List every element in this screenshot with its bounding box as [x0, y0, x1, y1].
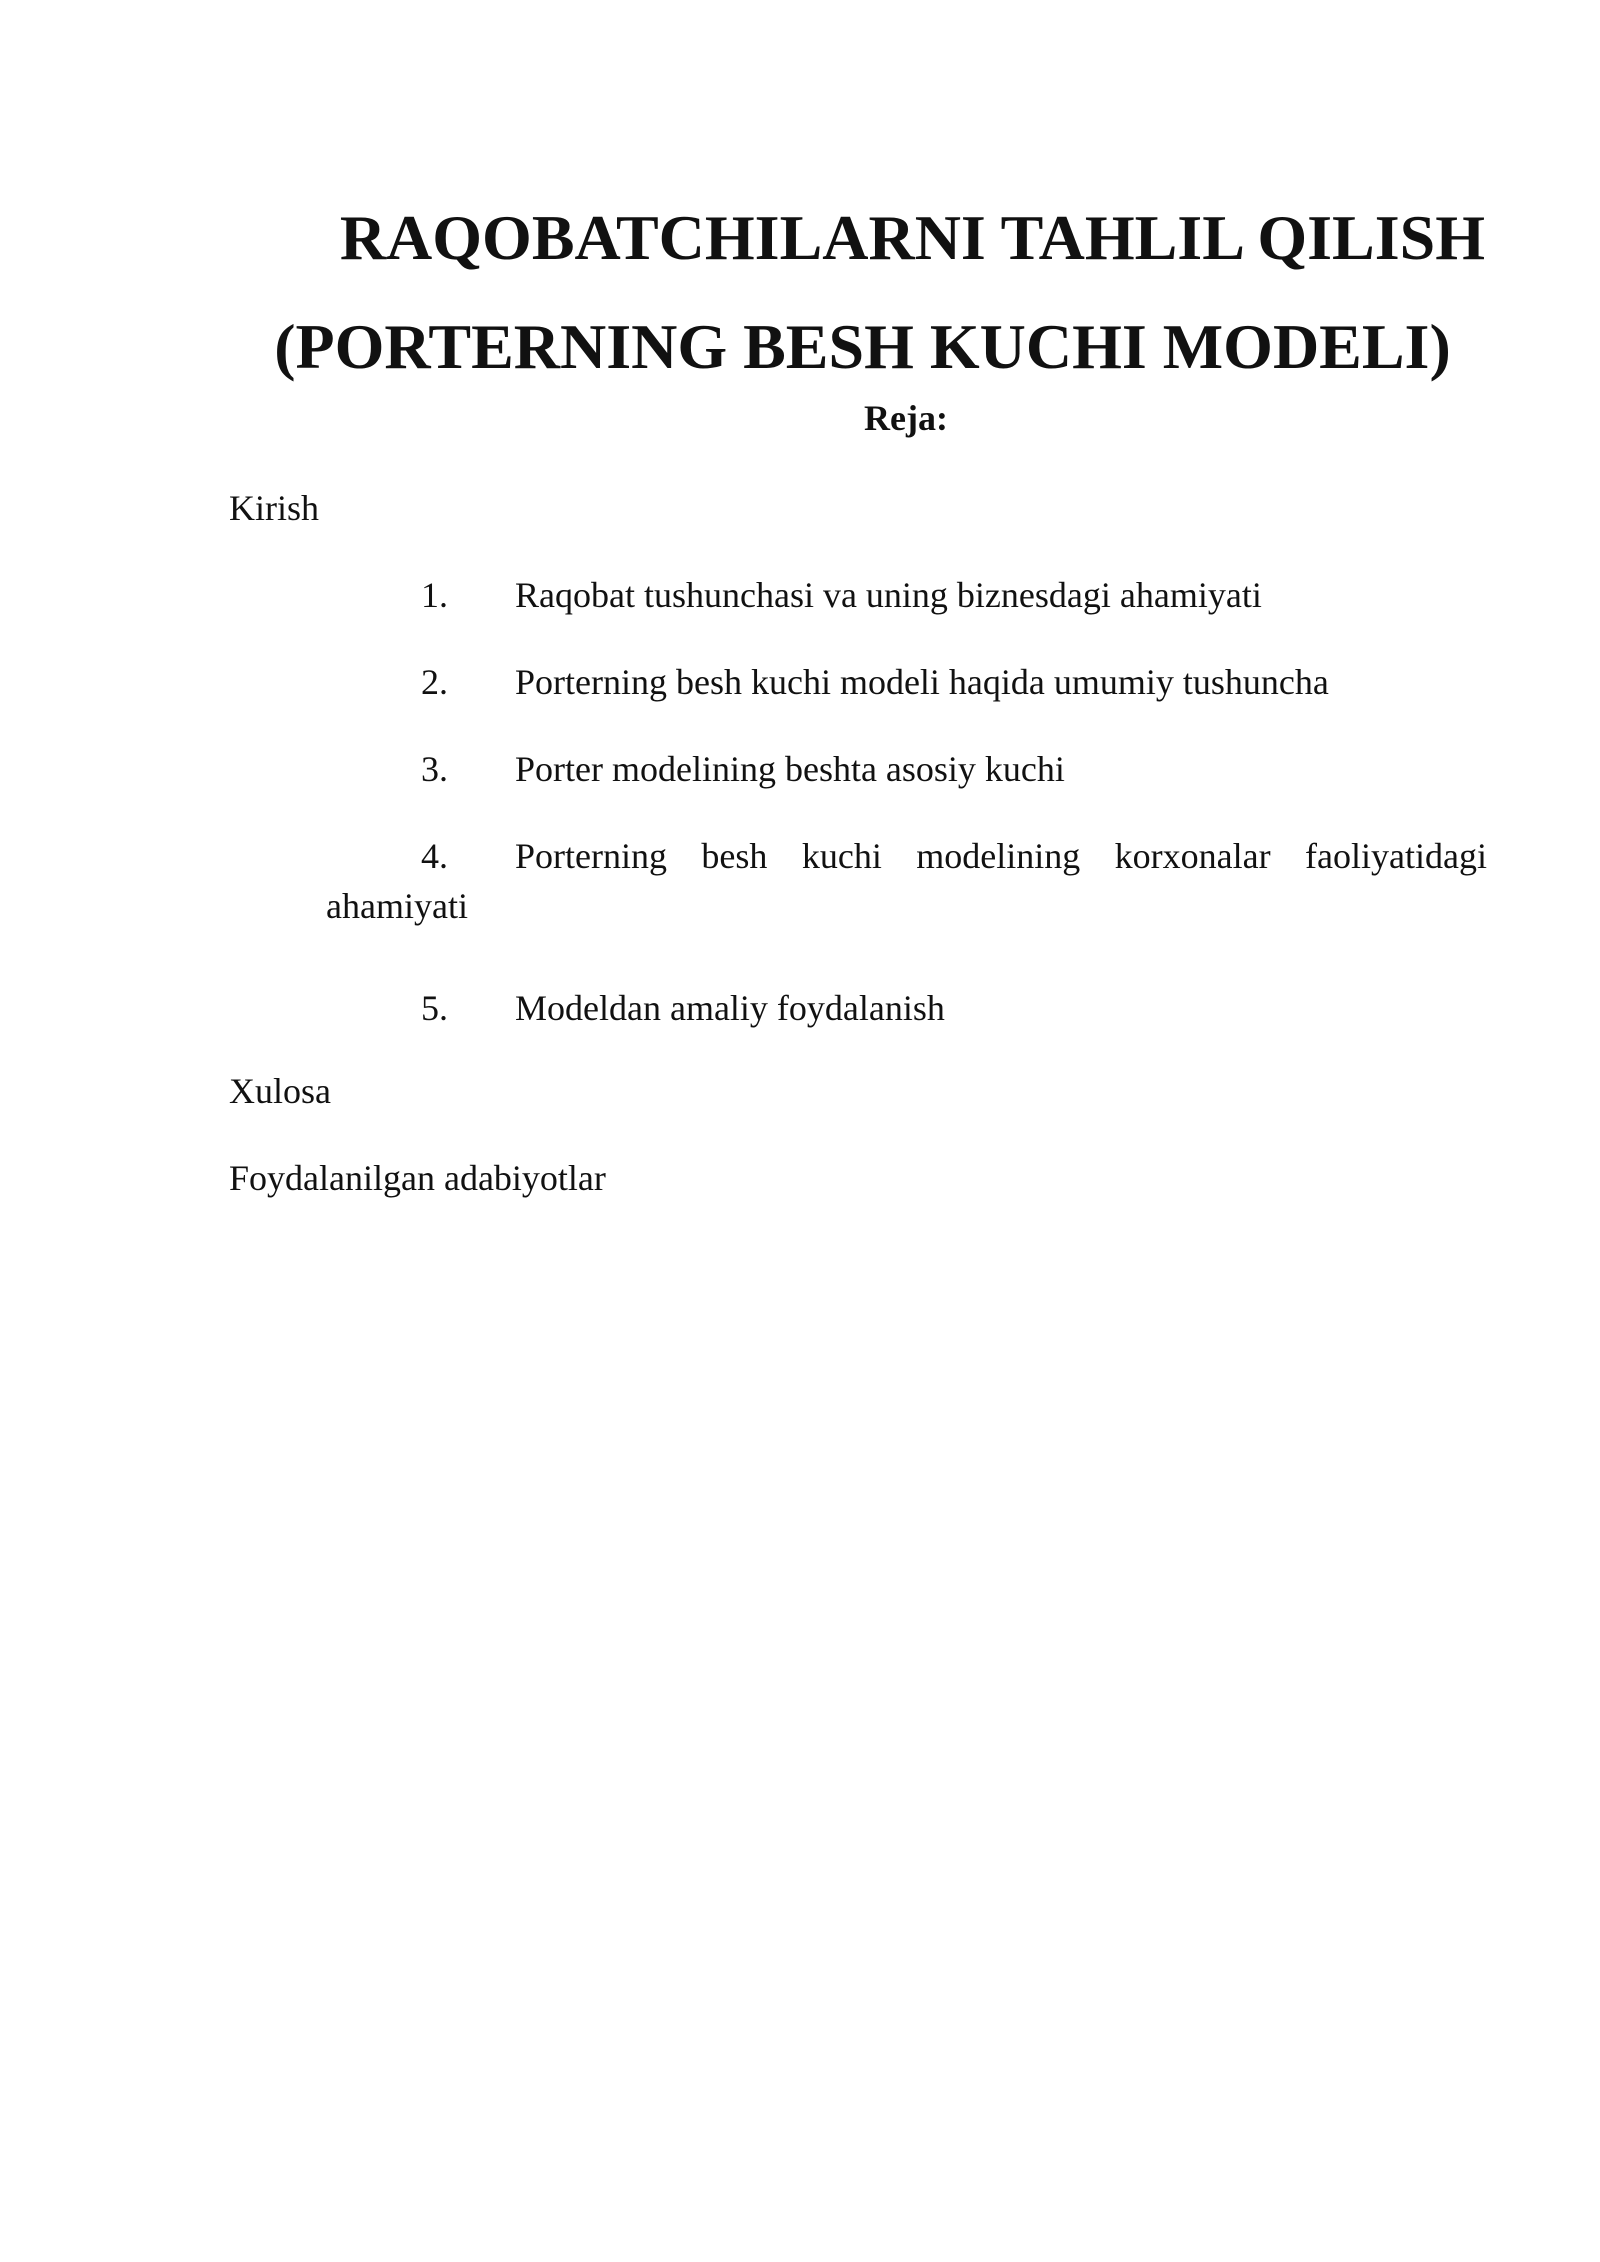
conclusion-section: Xulosa — [229, 1071, 331, 1111]
plan-item-number: 1. — [421, 575, 448, 615]
plan-item-text-line-2: ahamiyati — [326, 886, 468, 926]
plan-item-number: 3. — [421, 749, 448, 789]
plan-item-number: 2. — [421, 662, 448, 702]
plan-item-number: 5. — [421, 988, 448, 1028]
plan-item-text: Porterning besh kuchi modeli haqida umumiy tushuncha — [515, 662, 1329, 702]
intro-section: Kirish — [229, 488, 319, 528]
references-section: Foydalanilgan adabiyotlar — [229, 1158, 606, 1198]
plan-item-text: Modeldan amaliy foydalanish — [515, 988, 945, 1028]
plan-item-text-line-1: Porterning besh kuchi modelining korxonalar faoliyatidagi — [515, 836, 1487, 876]
plan-heading: Reja: — [864, 398, 948, 438]
document-title-line-2: (PORTERNING BESH KUCHI MODELI) — [274, 310, 1451, 382]
plan-item-number: 4. — [421, 836, 448, 876]
plan-item-text: Raqobat tushunchasi va uning biznesdagi ahamiyati — [515, 575, 1262, 615]
plan-item-text: Porter modelining beshta asosiy kuchi — [515, 749, 1065, 789]
document-title-line-1: RAQOBATCHILARNI TAHLIL QILISH — [339, 201, 1485, 273]
